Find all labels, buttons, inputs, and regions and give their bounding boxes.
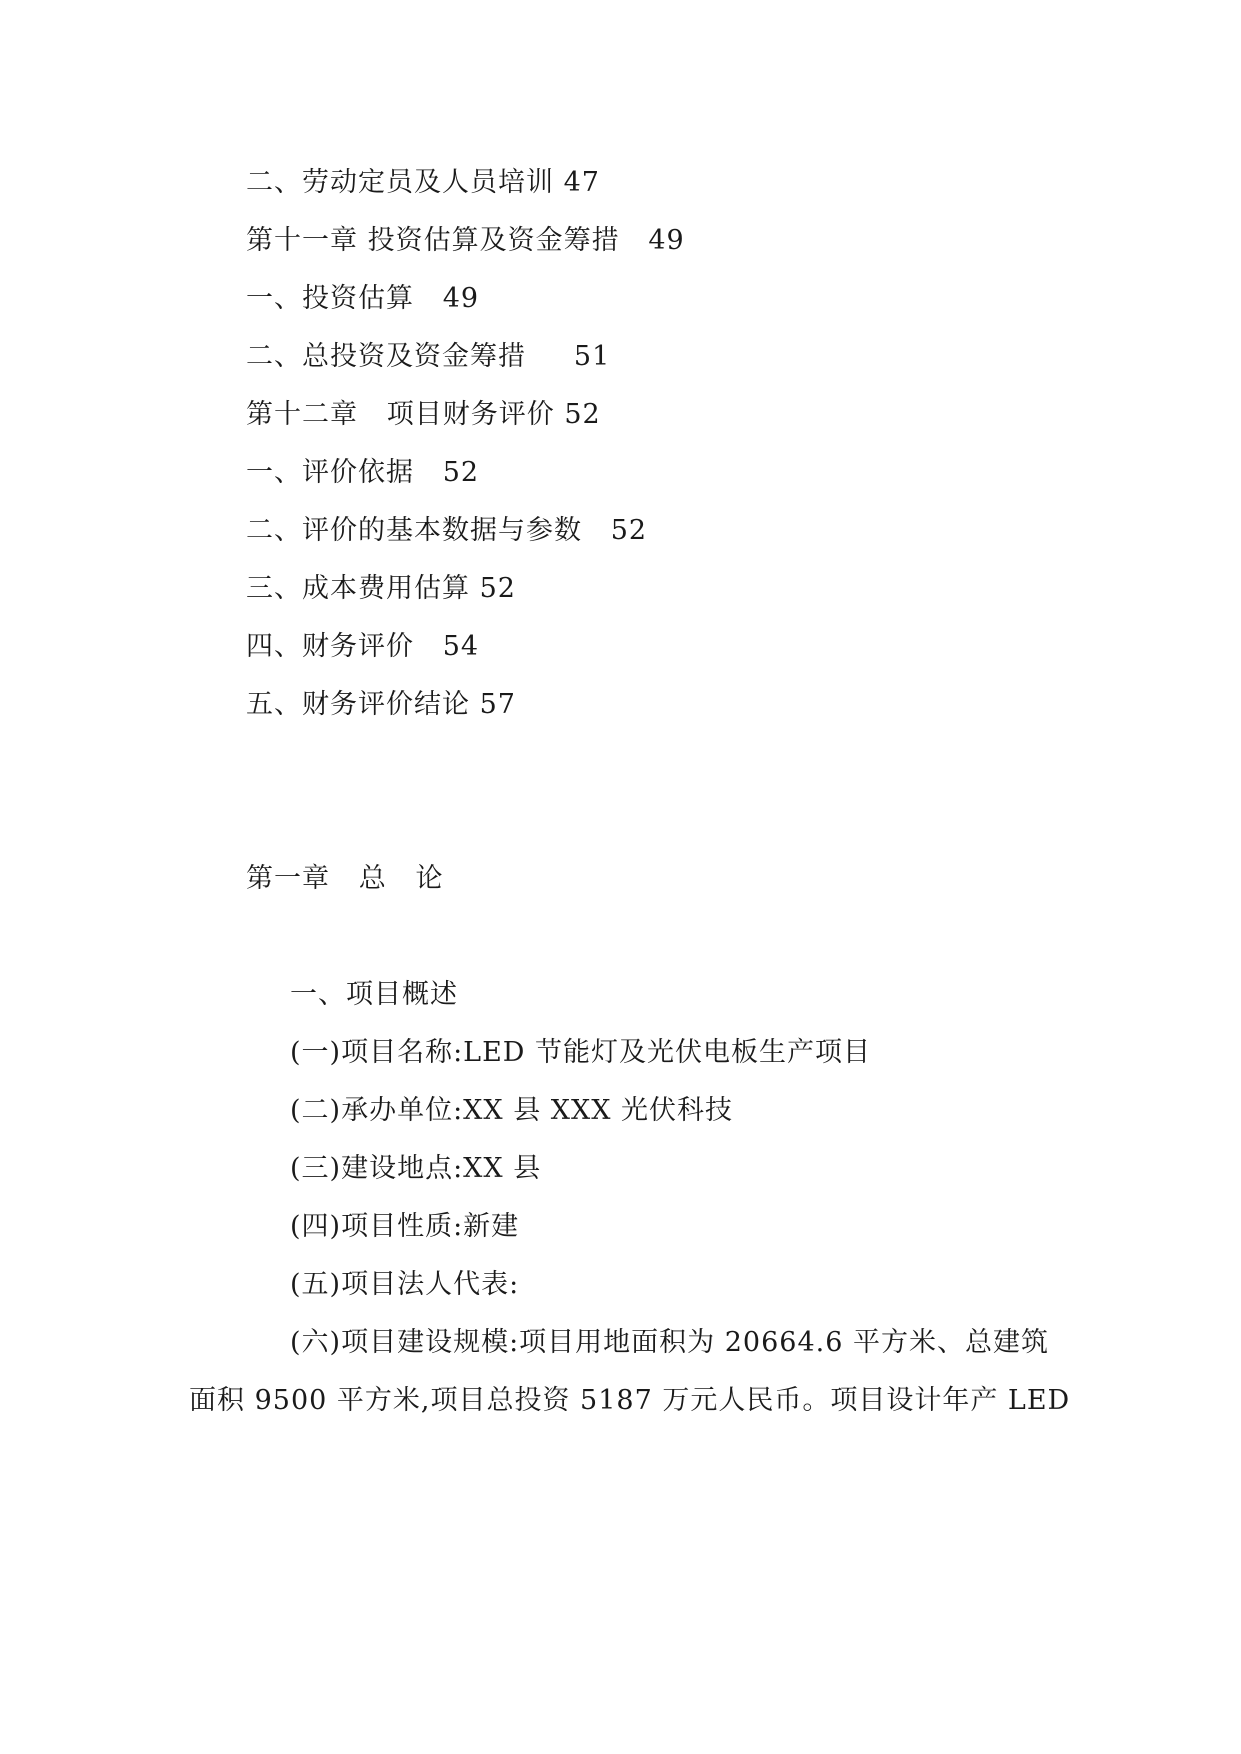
project-item: (四)项目性质:新建 [290, 1211, 520, 1242]
toc-entry: 四、财务评价 54 [246, 631, 480, 662]
paragraph-continuation: 面积 9500 平方米,项目总投资 5187 万元人民币。项目设计年产 LED [189, 1385, 1071, 1416]
toc-entry: 一、评价依据 52 [246, 457, 480, 488]
project-item: (三)建设地点:XX 县 [290, 1153, 542, 1184]
chapter-title: 第一章 总 论 [246, 863, 444, 894]
toc-entry: 三、成本费用估算 52 [246, 573, 516, 604]
project-item: (五)项目法人代表: [290, 1269, 520, 1300]
project-item: (六)项目建设规模:项目用地面积为 20664.6 平方米、总建筑 [290, 1327, 1049, 1358]
project-item: (一)项目名称:LED 节能灯及光伏电板生产项目 [290, 1037, 872, 1068]
toc-entry: 第十二章 项目财务评价 52 [246, 399, 601, 430]
toc-entry: 一、投资估算 49 [246, 283, 480, 314]
project-item: (二)承办单位:XX 县 XXX 光伏科技 [290, 1095, 734, 1126]
toc-entry: 二、劳动定员及人员培训 47 [246, 167, 600, 198]
toc-entry: 五、财务评价结论 57 [246, 689, 516, 720]
toc-entry: 第十一章 投资估算及资金筹措 49 [246, 225, 685, 256]
toc-entry: 二、评价的基本数据与参数 52 [246, 515, 648, 546]
section-title: 一、项目概述 [290, 979, 458, 1010]
toc-entry: 二、总投资及资金筹措 51 [246, 341, 611, 372]
